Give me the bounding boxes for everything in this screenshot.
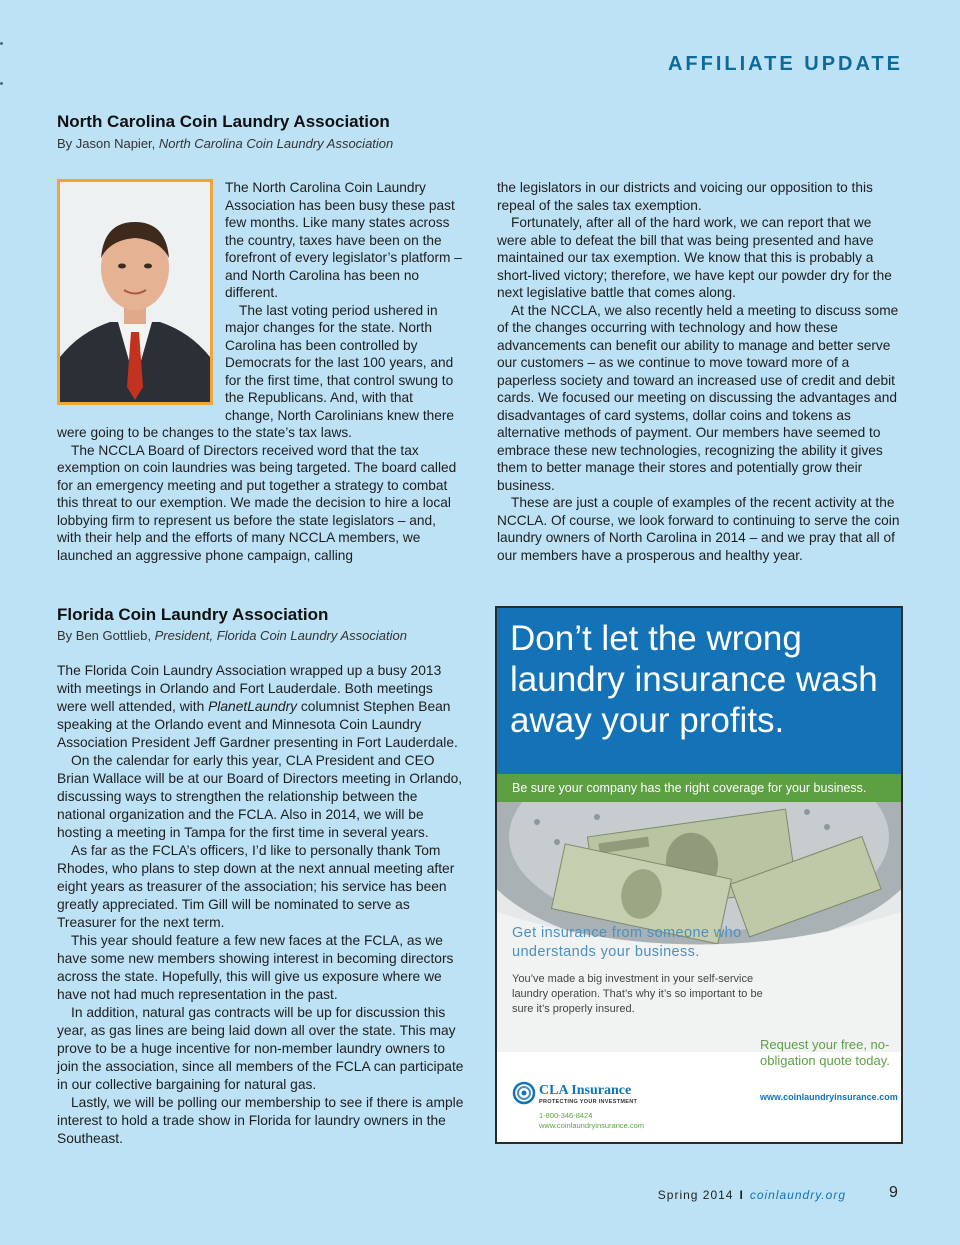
ad-website-link[interactable]: www.coinlaundryinsurance.com [760,1092,898,1102]
edge-mark [0,82,3,85]
cla-insurance-logo [512,1081,662,1107]
byline-nccla [57,136,393,151]
quote-request-text: Request your free, no-obligation quote today. [760,1037,890,1068]
paragraph: On the calendar for early this year, CLA President and CEO Brian Wallace will be at our Board of Directors meeting in Orlando, discussing ways to strengthen the relationship between the national organization and the FCLA. Also in 2014, we will be hosting a meeting in Tampa for the first time in several years. [57,753,463,840]
page-footer [658,1188,846,1202]
ad-phone-number: 1-800-346-8424 [539,1111,593,1120]
paragraph: The North Carolina Coin Laundry Association has been busy these past few months. Like many states across the country, taxes have been on the forefront of every legislator’s platform – and North Carolina has been no different. [225,180,462,300]
logo-name: CLA Insurance [539,1083,632,1098]
byline-fcla [57,628,407,643]
nccla-column-left [57,179,463,564]
paragraph: This year should feature a few new faces at the FCLA, as we have some new members showing interest in becoming directors across the state. Hopefully, this will give us exposure where we have not had much representation in the past. [57,933,454,1002]
author-photo [57,179,213,405]
paragraph: Fortunately, after all of the hard work, we can report that we were able to defeat the bill that was being presented and have maintained our tax exemption. We know that this is probably a short-lived victory; therefore, we have kept our powder dry for the next legislative battle that comes along. [497,215,892,300]
byline-org: North Carolina Coin Laundry Association [158,136,394,151]
page-number: 9 [889,1184,898,1201]
ad-tagline-bar: Be sure your company has the right coverage for your business. [497,774,901,802]
section-label: AFFILIATE UPDATE [667,53,903,75]
paragraph: These are just a couple of examples of the recent activity at the NCCLA. Of course, we look forward to continuing to serve the coin laundry owners of North Carolina in 2014 – and we pray that all of our members have a prosperous and healthy year. [497,495,900,563]
ad-headline-panel [497,608,901,774]
ad-body-copy: You’ve made a big investment in your self-service laundry operation. That’s why it’s so important to be sure it’s properly insured. [512,973,763,1015]
fcla-column [57,662,465,1148]
logo-tagline: PROTECTING YOUR INVESTMENT [539,1099,638,1105]
byline-author: By Jason Napier, [57,136,159,151]
article-title-nccla: North Carolina Coin Laundry Association [57,112,390,131]
paragraph: As far as the FCLA’s officers, I’d like to personally thank Tom Rhodes, who plans to step down at the next annual meeting after eight years as treasurer of the association; his service has been greatly appreciated. Tim Gill will be nominated to serve as Treasurer for the next term. [57,843,455,930]
paragraph: Lastly, we will be polling our membership to see if there is ample interest to hold a trade show in Florida for laundry owners in the Southeast. [57,1095,464,1146]
footer-separator: I [739,1188,744,1202]
paragraph-text: columnist Stephen Bean speaking at the Orlando event and Minnesota Coin Laundry Association President Jeff Gardner presenting in Fort Lauderdale. [57,699,458,750]
paragraph: In addition, natural gas contracts will be up for discussion this year, as gas lines are being laid down all over the state. This may prove to be a huge incentive for non-member laundry owners to join the association, since all members of the FCLA can participate in our collective bargaining for natural gas. [57,1005,464,1092]
paragraph [57,662,465,752]
paragraph: At the NCCLA, we also recently held a meeting to discuss some of the changes occurring with technology and how these advancements can benefit our ability to manage and better serve our customers – as we continue to move toward more of a paperless society and toward an increased use of credit and debit cards. We focused our meeting on discussing the advantages and disadvantages of card systems, dollar coins and tokens as alternative methods of payment. Our members have seemed to embrace these new technologies, recognizing the ability it gives them to better manage their stores and potentially grow their business. [497,302,899,493]
logo-swirl-icon [512,1081,536,1105]
publication-name: PlanetLaundry [208,699,298,714]
ad-website-small[interactable]: www.coinlaundryinsurance.com [539,1121,645,1130]
paragraph: The NCCLA Board of Directors received word that the tax exemption on coin laundries was being targeted. The board called for an emergency meeting and put together a strategy to combat this threat to our exemption. We made the decision to hire a local lobbying firm to represent us before the state legislators – and, with their help and the efforts of many NCCLA members, we launched an aggressive phone campaign, calling [57,442,457,563]
nccla-column-right [497,179,903,564]
paragraph-text: The Florida Coin Laundry Association wrapped up a busy 2013 with meetings in Orlando and Fort Lauderdale. Both meetings were well attended, with [57,663,442,714]
paragraph: the legislators in our districts and voicing our opposition to this repeal of the sales tax exemption. [497,180,873,213]
ad-headline: Don’t let the wrong laundry insurance wash away your profits. [510,619,878,740]
issue-label: Spring 2014 [657,1188,734,1202]
byline-org: President, Florida Coin Laundry Association [154,628,407,643]
byline-author: By Ben Gottlieb, [57,628,155,643]
footer-site-link[interactable]: coinlaundry.org [749,1188,846,1202]
portrait-illustration [60,182,210,402]
paragraph: The last voting period ushered in major changes for the state. North Carolina has been controlled by Democrats for the last 100 years, and for the first time, that control swung to the Republicans. And, with that change, North Carolinians knew there were going to be changes to the state’s tax laws. [57,302,455,440]
edge-mark [0,42,3,45]
article-title-fcla: Florida Coin Laundry Association [57,605,329,624]
insurance-advertisement[interactable] [495,606,903,1144]
ad-subheadline: Get insurance from someone who understands your business. [512,925,742,960]
